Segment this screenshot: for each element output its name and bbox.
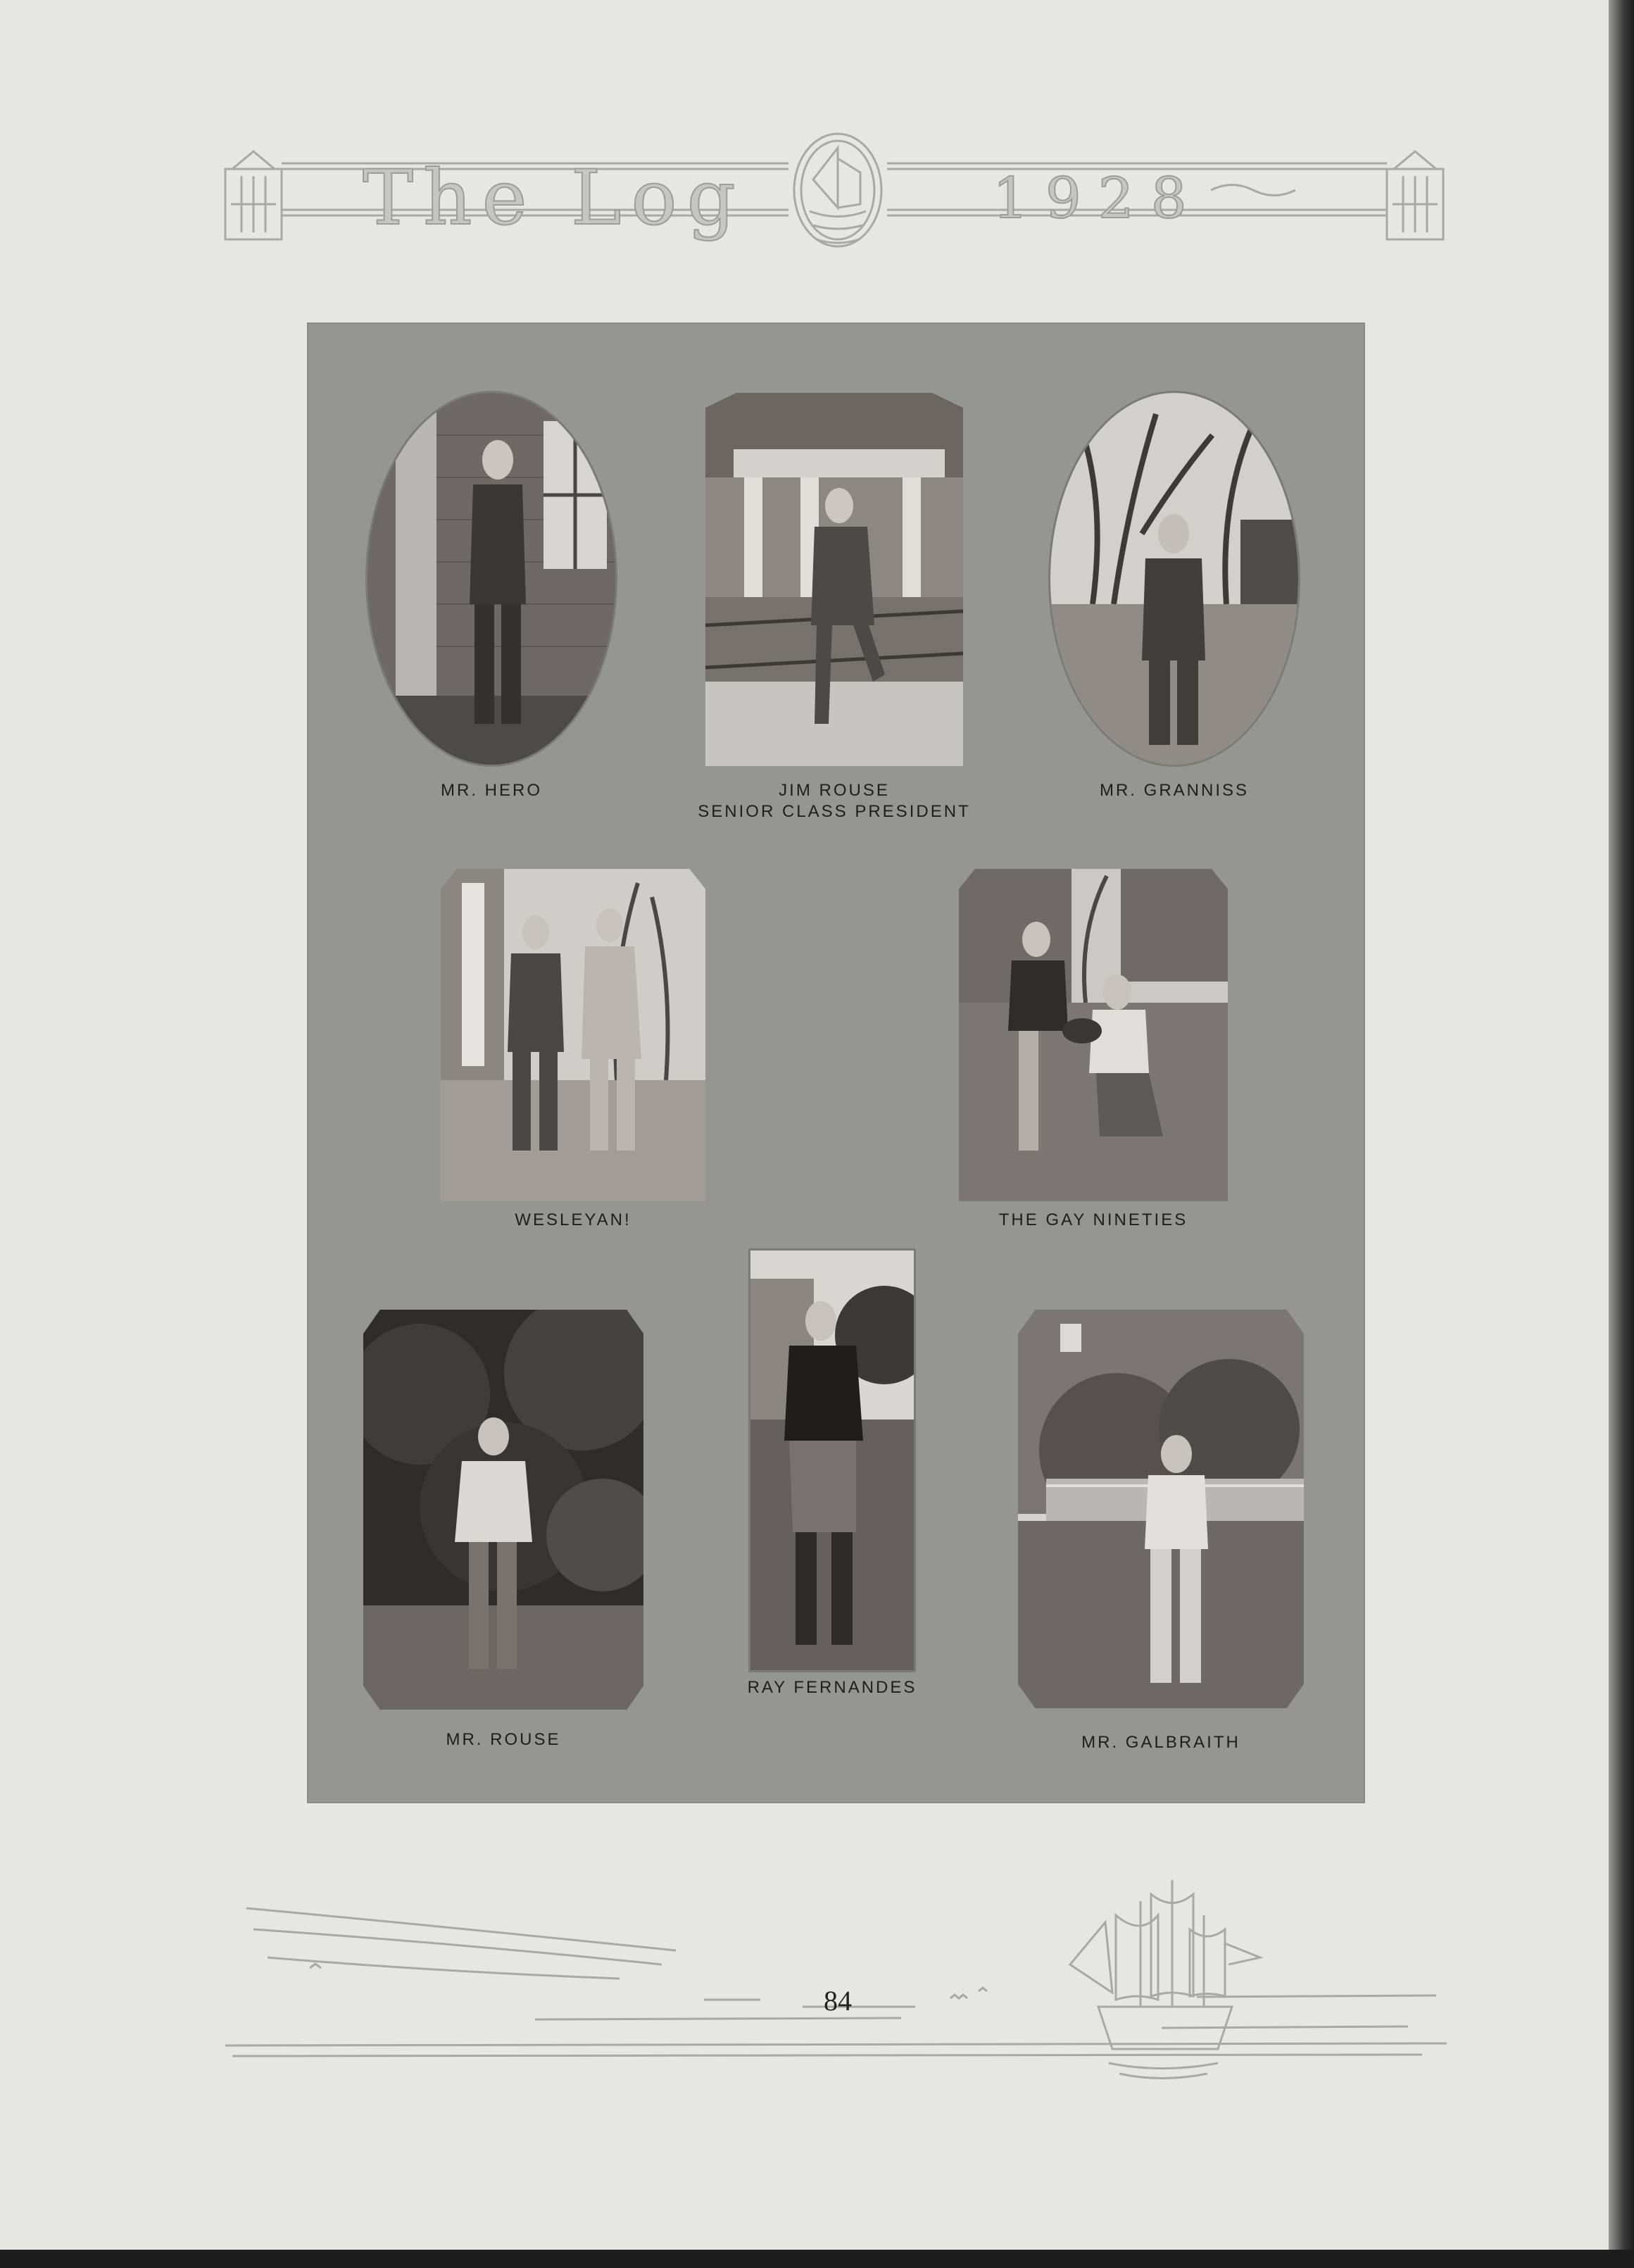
photo-jim-rouse (705, 393, 963, 766)
caption-mr-galbraith: MR. GALBRAITH (1081, 1733, 1240, 1752)
page-footer-ornament (225, 1859, 1450, 2091)
page-binding-edge (1609, 0, 1634, 2268)
photo-ray-fernandes (750, 1251, 914, 1670)
caption-ray-fernandes: RAY FERNANDES (747, 1678, 917, 1697)
photo-mr-granniss (1050, 393, 1298, 765)
photo-mr-galbraith (1018, 1310, 1304, 1708)
header-year: 1928 (993, 165, 1204, 231)
caption-mr-rouse: MR. ROUSE (446, 1730, 561, 1749)
page-bottom-edge (0, 2250, 1634, 2268)
photo-mr-rouse (363, 1310, 643, 1710)
photo-wesleyan (441, 869, 705, 1201)
photo-the-gay-nineties (959, 869, 1228, 1201)
page-number: 84 (824, 1985, 852, 2017)
caption-jim-rouse (677, 780, 991, 822)
photo-mr-hero (367, 393, 615, 765)
caption-the-gay-nineties: THE GAY NINETIES (998, 1210, 1188, 1229)
caption-wesleyan: WESLEYAN! (515, 1210, 631, 1229)
caption-mr-granniss: MR. GRANNISS (1099, 781, 1249, 800)
page-header (218, 120, 1457, 282)
caption-jim-rouse-title: SENIOR CLASS PRESIDENT (698, 802, 971, 821)
caption-mr-hero: MR. HERO (441, 781, 542, 800)
caption-jim-rouse-name: JIM ROUSE (779, 781, 890, 800)
header-title: The Log (363, 154, 746, 242)
photo-mount-board (307, 322, 1365, 1803)
ship-ornament (225, 1859, 1450, 2091)
